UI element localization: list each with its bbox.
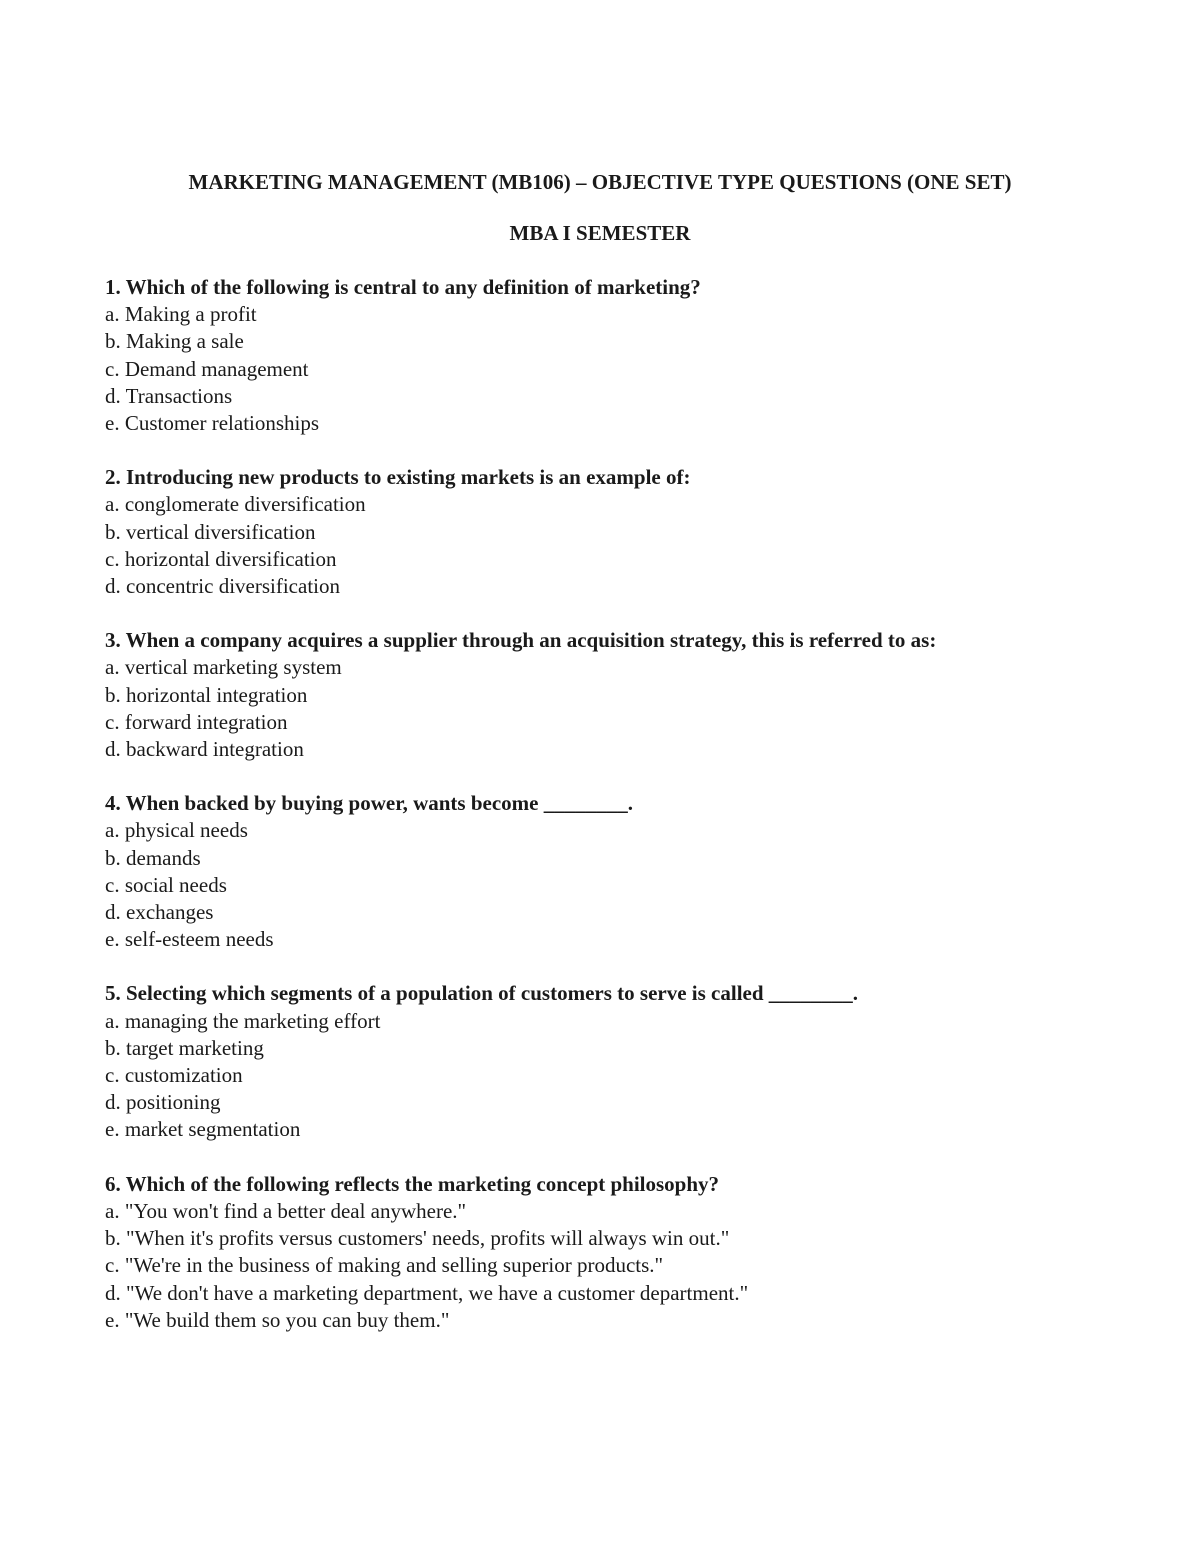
answer-option: c. "We're in the business of making and selling superior products." <box>105 1253 664 1278</box>
answer-option: a. "You won't find a better deal anywhere." <box>105 1198 467 1223</box>
question-5 <box>105 980 1105 1143</box>
answer-option: a. vertical marketing system <box>105 655 342 680</box>
question-text: 4. When backed by buying power, wants become ________. <box>105 791 633 816</box>
answer-option: d. exchanges <box>105 900 214 925</box>
answer-option: b. Making a sale <box>105 329 244 354</box>
answer-option: c. social needs <box>105 872 227 897</box>
question-text: 1. Which of the following is central to any definition of marketing? <box>105 275 701 299</box>
answer-option: b. vertical diversification <box>105 519 316 544</box>
answer-option: c. Demand management <box>105 356 309 381</box>
question-text: 3. When a company acquires a supplier through an acquisition strategy, this is referred to as: <box>105 628 937 653</box>
answer-option: e. self-esteem needs <box>105 927 274 952</box>
question-text: 6. Which of the following reflects the marketing concept philosophy? <box>105 1171 720 1196</box>
answer-option: b. horizontal integration <box>105 682 308 707</box>
answer-option: e. Customer relationships <box>105 411 320 436</box>
answer-option: c. forward integration <box>105 709 288 734</box>
answer-option: e. market segmentation <box>105 1117 301 1142</box>
answer-option: b. "When it's profits versus customers' needs, profits will always win out." <box>105 1226 730 1251</box>
question-4 <box>105 790 1105 953</box>
answer-option: c. horizontal diversification <box>105 546 337 571</box>
question-text: 2. Introducing new products to existing markets is an example of: <box>105 465 691 490</box>
answer-option: b. demands <box>105 845 201 870</box>
answer-option: a. managing the marketing effort <box>105 1008 381 1033</box>
answer-option: b. target marketing <box>105 1035 264 1060</box>
question-3 <box>105 627 1105 763</box>
question-text: 5. Selecting which segments of a population of customers to serve is called ________. <box>105 981 859 1006</box>
answer-option: e. "We build them so you can buy them." <box>105 1307 450 1332</box>
question-list <box>105 274 1105 1361</box>
answer-option: a. conglomerate diversification <box>105 492 366 517</box>
answer-option: a. Making a profit <box>105 302 257 327</box>
question-2 <box>105 464 1105 600</box>
answer-option: a. physical needs <box>105 818 248 843</box>
answer-option: d. "We don't have a marketing department, we have a customer department." <box>105 1280 749 1305</box>
answer-option: d. backward integration <box>105 737 304 762</box>
question-6 <box>105 1171 1105 1334</box>
document-title: MARKETING MANAGEMENT (MB106) – OBJECTIVE TYPE QUESTIONS (ONE SET) <box>188 170 1012 194</box>
answer-option: d. positioning <box>105 1090 221 1115</box>
answer-option: c. customization <box>105 1063 243 1088</box>
answer-option: d. concentric diversification <box>105 574 340 599</box>
document-subtitle: MBA I SEMESTER <box>509 221 691 245</box>
question-1 <box>105 274 1105 437</box>
answer-option: d. Transactions <box>105 383 233 408</box>
